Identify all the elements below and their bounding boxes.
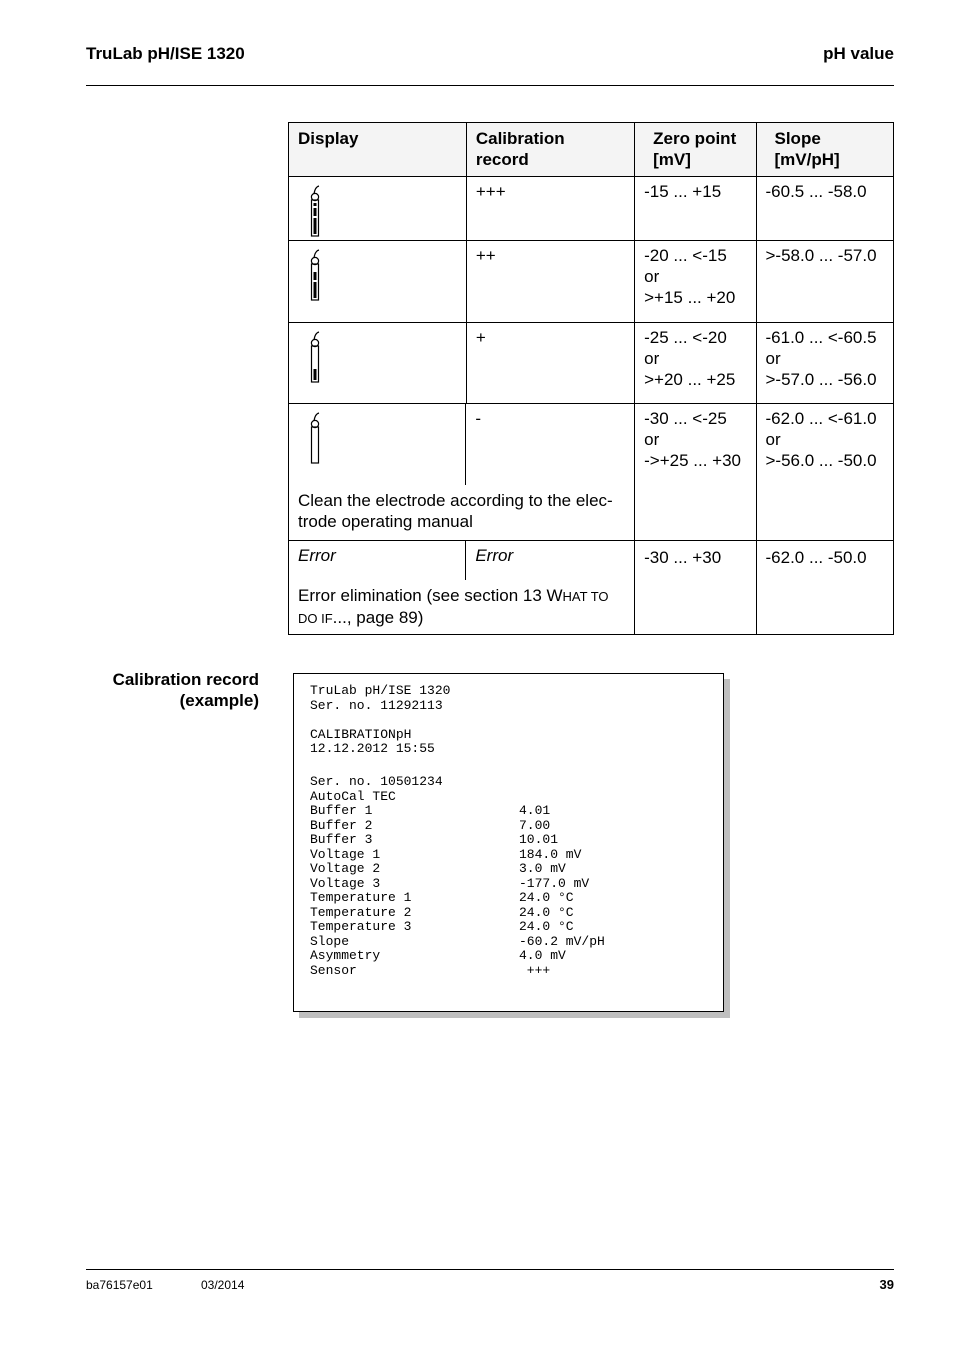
table-header-row — [289, 123, 894, 177]
printout-line: AutoCal TEC — [310, 788, 396, 804]
printout-value: -177.0 mV — [519, 875, 590, 891]
printout-value: 184.0 mV — [519, 846, 582, 862]
printout-label: Voltage 3 — [310, 875, 381, 891]
printout-label: Temperature 3 — [310, 919, 412, 934]
electrode-one-third-icon — [308, 331, 322, 385]
zero-cell: -30 ... +30 — [635, 541, 756, 635]
slope-cell: >-58.0 ... -57.0 — [756, 241, 894, 323]
table-row — [289, 177, 894, 241]
display-cell — [289, 177, 467, 241]
table-row — [289, 404, 894, 541]
printout-value: 10.01 — [519, 832, 559, 847]
printout-label: Buffer 3 — [310, 832, 373, 847]
slope-cell: -62.0 ... -50.0 — [756, 541, 894, 635]
printout-line: 12.12.2012 15:55 — [310, 741, 435, 756]
footer-rule — [86, 1269, 894, 1270]
printout-label: Voltage 2 — [310, 861, 381, 876]
zero-cell: -15 ... +15 — [635, 177, 756, 241]
slope-cell: -60.5 ... -58.0 — [756, 177, 894, 241]
zero-cell: -30 ... <-25 or ->+25 ... +30 — [635, 404, 756, 541]
error-display: Error — [298, 546, 336, 565]
record-cell: + — [466, 323, 634, 404]
printout-label: Voltage 1 — [310, 846, 381, 862]
printout-value: 7.00 — [519, 817, 551, 833]
display-cell — [289, 323, 467, 404]
header-cell-slope: Slope [mV/pH] — [756, 123, 894, 177]
calibration-table — [288, 122, 894, 635]
clean-note: Clean the electrode according to the elec- trode operating manual — [298, 491, 613, 531]
record-cell: - — [466, 404, 634, 541]
header-rule — [86, 85, 894, 86]
record-cell: +++ — [466, 177, 634, 241]
electrode-two-thirds-icon — [308, 249, 322, 303]
printout-label: Temperature 1 — [310, 890, 412, 905]
side-label: Calibration record (example) — [112, 670, 259, 710]
header-cell-display: Display — [289, 123, 467, 177]
printout-label: Buffer 1 — [310, 803, 373, 818]
table-row — [289, 323, 894, 404]
printout-label: Temperature 2 — [310, 904, 412, 920]
header-title: TruLab pH/ISE 1320 — [86, 44, 245, 63]
printout-value: +++ — [519, 962, 551, 978]
printout-line: Ser. no. 10501234 — [310, 774, 443, 789]
display-cell — [289, 404, 613, 541]
slope-cell: -61.0 ... <-60.5 or >-57.0 ... -56.0 — [756, 323, 894, 404]
printout-value: 4.01 — [519, 803, 551, 818]
electrode-full-icon — [308, 185, 322, 239]
footer-doc-id: ba76157e01 — [86, 1278, 153, 1292]
footer-date: 03/2014 — [201, 1278, 245, 1292]
printout-line: TruLab pH/ISE 1320 — [310, 683, 451, 698]
printout-value: 4.0 mV — [519, 948, 566, 963]
zero-cell: -25 ... <-20 or >+20 ... +25 — [635, 323, 756, 404]
record-cell: Error — [466, 541, 634, 635]
display-cell — [289, 541, 609, 635]
cell-divider — [465, 404, 466, 485]
table-row — [289, 541, 894, 635]
printout-values — [519, 804, 605, 978]
cell-divider — [465, 541, 466, 580]
printout-value: -60.2 mV/pH — [519, 933, 605, 949]
printout-label: Slope — [310, 933, 350, 949]
calibration-printout — [293, 673, 724, 1012]
record-cell: ++ — [466, 241, 634, 323]
display-cell — [289, 241, 467, 323]
printout-line: Ser. no. 11292113 — [310, 697, 443, 713]
printout-value: 3.0 mV — [519, 861, 566, 876]
page-number: 39 — [879, 1277, 894, 1292]
printout-label: Buffer 2 — [310, 817, 373, 833]
printout-line: CALIBRATIONpH — [310, 726, 412, 742]
table-row — [289, 241, 894, 323]
printout-value: 24.0 °C — [519, 904, 574, 920]
printout-label: Asymmetry — [310, 948, 381, 963]
zero-cell: -20 ... <-15 or >+15 ... +20 — [635, 241, 756, 323]
header-cell-record: Calibration record — [466, 123, 634, 177]
printout-label: Sensor — [310, 962, 357, 978]
error-note: Error elimination (see section 13 WHAT TO DO IF..., page 89) — [298, 586, 609, 627]
printout-value: 24.0 °C — [519, 890, 574, 905]
header-section: pH value — [823, 44, 894, 63]
header-cell-zero: Zero point [mV] — [635, 123, 756, 177]
printout-value: 24.0 °C — [519, 919, 574, 934]
printout-labels — [310, 804, 411, 978]
slope-cell: -62.0 ... <-61.0 or >-56.0 ... -50.0 — [756, 404, 894, 541]
electrode-empty-icon — [308, 412, 322, 466]
